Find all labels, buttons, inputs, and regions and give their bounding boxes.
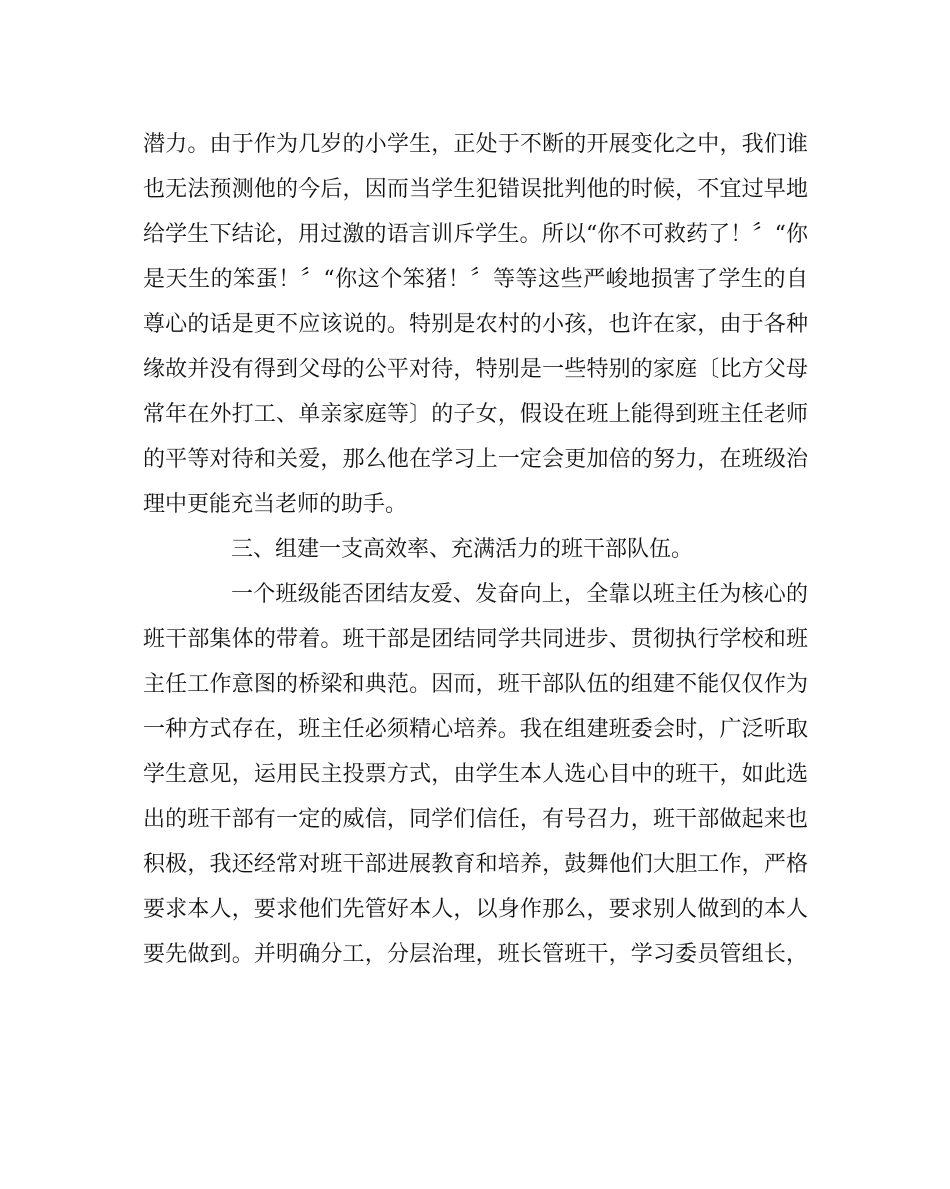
text-line: 出的班干部有一定的威信，同学们信任，有号召力，班干部做起来也 — [143, 807, 808, 832]
text-line: 理中更能充当老师的助手。 — [143, 492, 408, 517]
section-heading — [143, 527, 808, 572]
text-line: 的平等对待和关爱，那么他在学习上一定会更加倍的努力，在班级治 — [143, 447, 808, 472]
heading-line: 三、组建一支高效率、充满活力的班干部队伍。 — [231, 537, 694, 562]
text-line: 缘故并没有得到父母的公平对待，特别是一些特别的家庭〔比方父母 — [143, 357, 808, 382]
text-line: 潜力。由于作为几岁的小学生，正处于不断的开展变化之中，我们谁 — [143, 132, 808, 157]
text-line: 班干部集体的带着。班干部是团结同学共同进步、贯彻执行学校和班 — [143, 627, 808, 652]
text-line: 要先做到。并明确分工，分层治理，班长管班干，学习委员管组长， — [143, 942, 808, 967]
document-body — [143, 122, 808, 977]
text-line: 也无法预测他的今后，因而当学生犯错误批判他的时候，不宜过早地 — [143, 177, 808, 202]
text-line: 主任工作意图的桥梁和典范。因而，班干部队伍的组建不能仅仅作为 — [143, 672, 808, 697]
paragraph-3 — [143, 572, 808, 977]
text-line: 给学生下结论，用过激的语言训斥学生。所以“你不可救药了！〞“你 — [143, 222, 808, 247]
text-line: 要求本人，要求他们先管好本人，以身作那么，要求别人做到的本人 — [143, 897, 808, 922]
text-line: 一个班级能否团结友爱、发奋向上，全靠以班主任为核心的 — [231, 582, 808, 607]
paragraph-1 — [143, 122, 808, 527]
text-line: 是天生的笨蛋！〞“你这个笨猪！〞等等这些严峻地损害了学生的自 — [143, 267, 808, 292]
text-line: 尊心的话是更不应该说的。特别是农村的小孩，也许在家，由于各种 — [143, 312, 808, 337]
text-line: 常年在外打工、单亲家庭等〕的子女，假设在班上能得到班主任老师 — [143, 402, 808, 427]
text-line: 积极，我还经常对班干部进展教育和培养，鼓舞他们大胆工作，严格 — [143, 852, 808, 877]
text-line: 学生意见，运用民主投票方式，由学生本人选心目中的班干，如此选 — [143, 762, 808, 787]
text-line: 一种方式存在，班主任必须精心培养。我在组建班委会时，广泛听取 — [143, 717, 808, 742]
